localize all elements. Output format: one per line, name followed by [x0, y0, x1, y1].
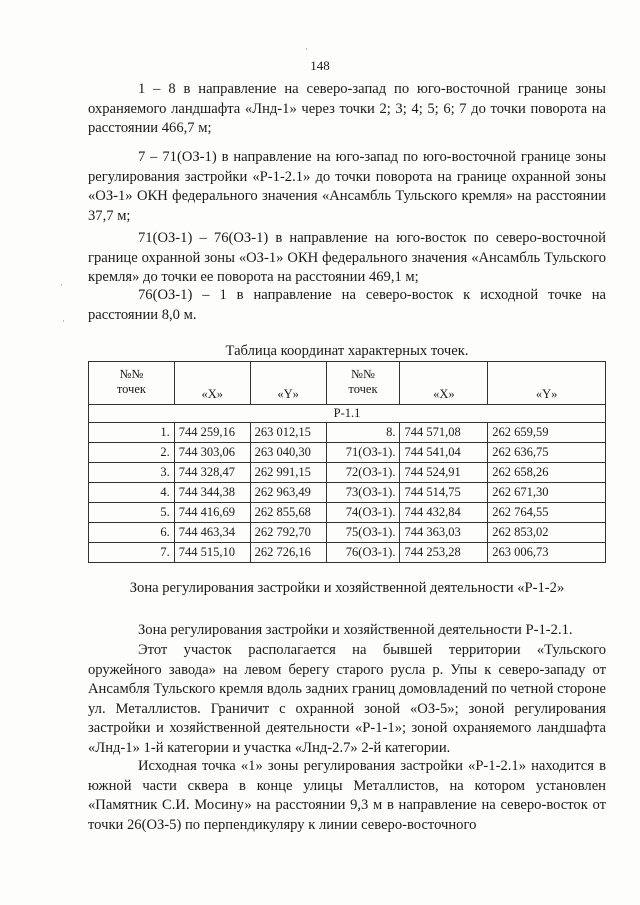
table-row: 3. 744 328,47 262 991,15 72(ОЗ-1). 744 524,91 262 658,26	[89, 463, 606, 483]
route-paragraph-4: 76(ОЗ-1) – 1 в направление на северо-восток к исходной точке на расстоянии 8,0 м.	[88, 287, 606, 323]
page-number: 148	[310, 58, 330, 73]
table-row: 1. 744 259,16 263 012,15 8. 744 571,08 262 659,59	[89, 423, 606, 443]
route-paragraph-1: 1 – 8 в направление на северо-запад по юго-восточной границе зоны охраняемого ландшафта «Лнд-1» через точки 2; 3; 4; 5; 6; 7 до точки поворота на расстоянии 466,7 м;	[88, 81, 606, 136]
table-row: 7. 744 515,10 262 726,16 76(ОЗ-1). 744 253,28 263 006,73	[89, 543, 606, 563]
table-row: 6. 744 463,34 262 792,70 75(ОЗ-1). 744 363,03 262 853,02	[89, 523, 606, 543]
header-x-left: «X»	[174, 362, 250, 405]
table-caption: Таблица координат характерных точек.	[225, 343, 469, 359]
start-point-paragraph: Исходная точка «1» зоны регулирования застройки «Р-1-2.1» находится в южной части сквера в конце улицы Металлистов, на котором установлен «Памятник С.И. Мосину» на расстоянии 9,3 м в направление на северо-восток от точки 26(ОЗ-5) по перпендикуляру к линии северо-восточного	[88, 758, 606, 833]
scan-speck: ·	[60, 280, 63, 290]
table-row: 5. 744 416,69 262 855,68 74(ОЗ-1). 744 432,84 262 764,55	[89, 503, 606, 523]
section-heading: Зона регулирования застройки и хозяйственной деятельности «Р-1-2»	[129, 580, 565, 596]
route-paragraph-3: 71(ОЗ-1) – 76(ОЗ-1) в направление на юго-восток по северо-восточной границе охранной зоны «ОЗ-1» ОКН федерального значения «Ансамбль Тульского кремля» до точки ее поворота на расстоянии 469,1 м;	[88, 230, 606, 285]
zone-description: Этот участок располагается на бывшей территории «Тульского оружейного завода» на левом берегу старого русла р. Упы к северо-западу от Ансамбля Тульского кремля вдоль задних границ домовладений по четной стороне ул. Металлистов. Граничит с охранной зоной «ОЗ-5»; зоной регулирования застройки и хозяйственной деятельности «Р-1-1»; зоной охраняемого ландшафта «Лнд-1» 1-й категории и участка «Лнд-2.7» 2-й категории.	[88, 642, 606, 756]
table-group-label: Р-1.1	[89, 405, 606, 423]
header-point-number-right: №№ точек	[326, 362, 400, 405]
header-y-right: «Y»	[488, 362, 606, 405]
header-x-right: «X»	[400, 362, 488, 405]
table-row: 2. 744 303,06 263 040,30 71(ОЗ-1). 744 541,04 262 636,75	[89, 443, 606, 463]
header-point-number-left: №№ точек	[89, 362, 175, 405]
scan-speck: ·	[305, 44, 308, 54]
zone-title: Зона регулирования застройки и хозяйственной деятельности Р-1-2.1.	[138, 622, 573, 638]
coordinates-table	[88, 361, 606, 563]
scan-speck: ·	[62, 316, 65, 326]
header-y-left: «Y»	[250, 362, 326, 405]
table-row: 4. 744 344,38 262 963,49 73(ОЗ-1). 744 514,75 262 671,30	[89, 483, 606, 503]
route-paragraph-2: 7 – 71(ОЗ-1) в направление на юго-запад по юго-восточной границе зоны регулирования застройки «Р-1-2.1» до точки поворота на границе охранной зоны «ОЗ-1» ОКН федерального значения «Ансамбль Тульского кремля» на расстоянии 37,7 м;	[88, 149, 606, 224]
